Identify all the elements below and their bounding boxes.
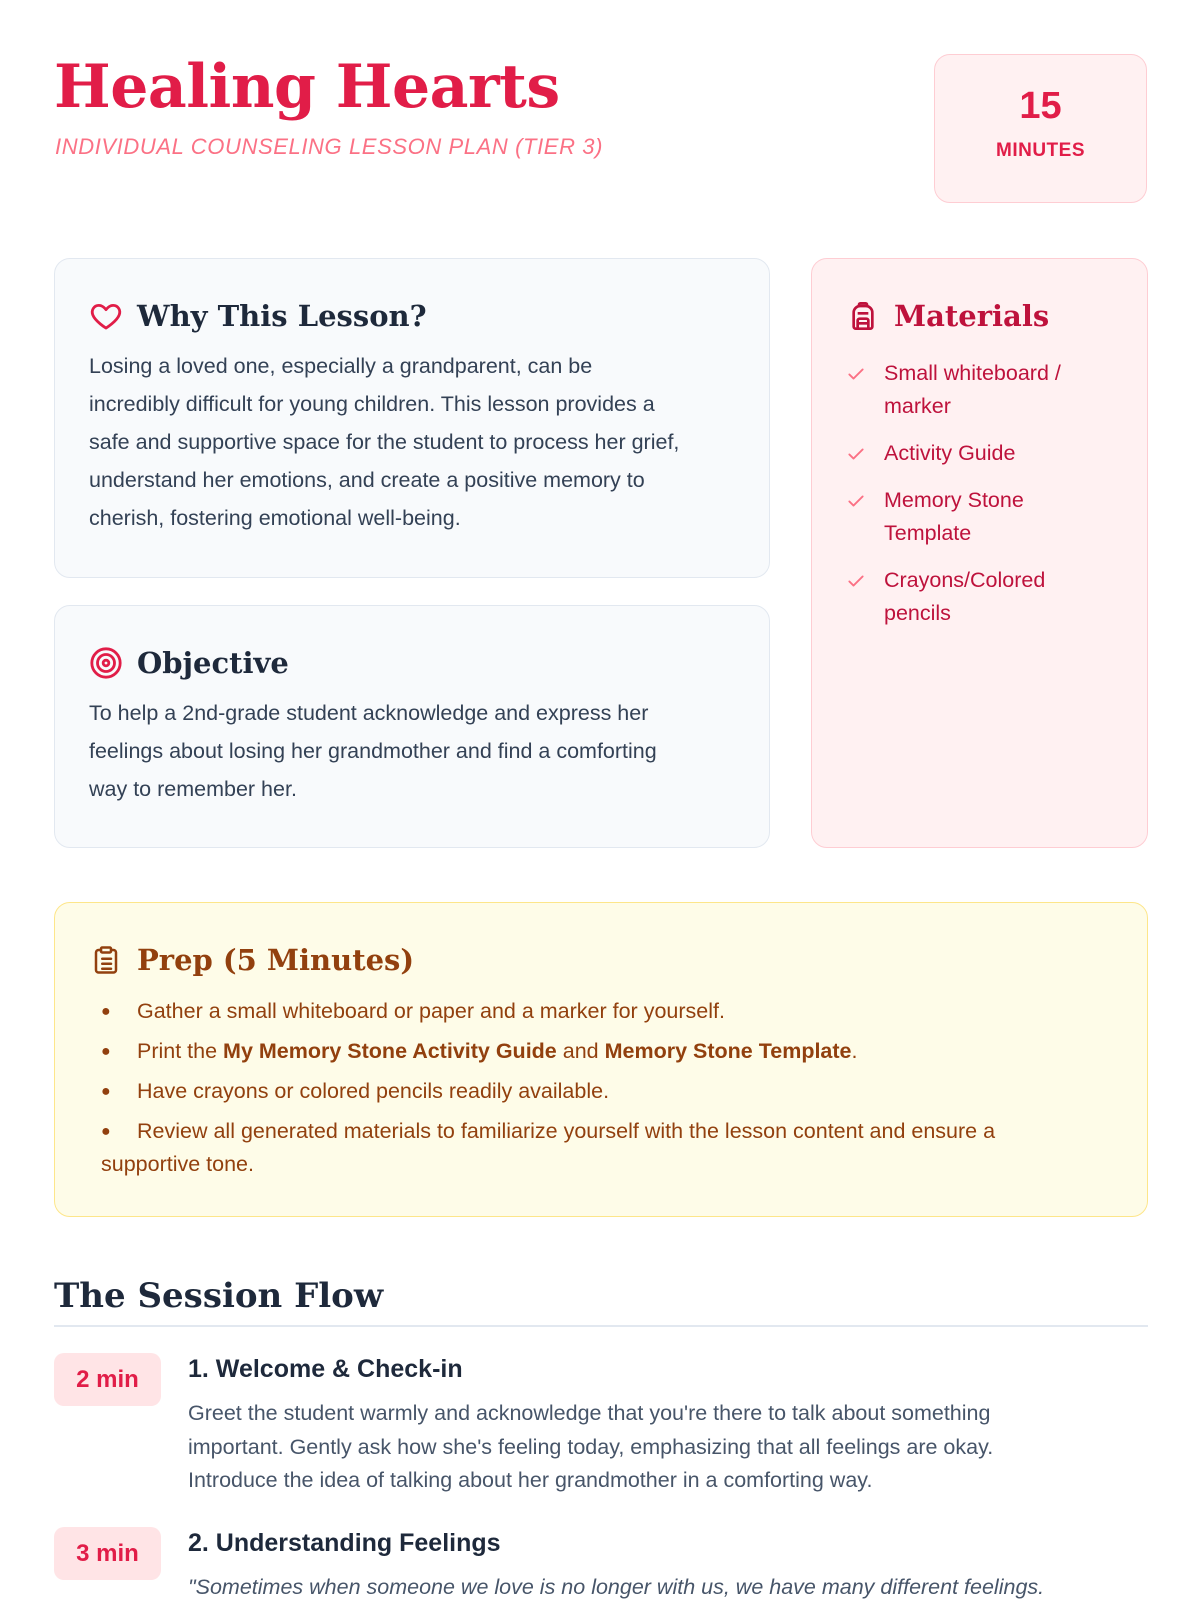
- prep-card: [54, 902, 1148, 1217]
- why-lesson-heading: Why This Lesson?: [89, 299, 427, 333]
- heart-icon: [89, 299, 123, 333]
- list-item: Small whiteboard / marker: [846, 357, 1136, 423]
- list-item: ● Review all generated materials to familiarize yourself with the lesson content and ensure a supportive tone.: [101, 1119, 996, 1176]
- list-item: Memory Stone Template: [846, 484, 1136, 550]
- step-description: "Sometimes when someone we love is no longer with us, we have many different feelings.: [188, 1575, 1045, 1599]
- duration-badge: [934, 54, 1147, 203]
- backpack-icon: [846, 299, 880, 333]
- duration-unit: MINUTES: [996, 140, 1085, 161]
- clipboard-icon: [89, 943, 123, 977]
- check-icon: [846, 357, 868, 390]
- list-item: Activity Guide: [846, 437, 1136, 470]
- check-icon: [846, 564, 868, 597]
- check-icon: [846, 437, 868, 470]
- step-title: 1. Welcome & Check-in: [188, 1355, 463, 1383]
- time-badge: 2 min: [54, 1353, 161, 1406]
- page-subtitle: INDIVIDUAL COUNSELING LESSON PLAN (TIER 3): [55, 134, 604, 159]
- prep-heading: Prep (5 Minutes): [89, 943, 414, 977]
- why-lesson-text: Losing a loved one, especially a grandparent, can be incredibly difficult for young children. This lesson provides a safe and supportive space for the student to process her grief, understand her emotions, and create a positive memory to cherish, fostering emotional well-being.: [89, 354, 680, 530]
- objective-heading: Objective: [89, 646, 289, 680]
- session-flow-heading: The Session Flow: [54, 1276, 384, 1316]
- materials-card: [811, 258, 1148, 848]
- page-title: Healing Hearts: [54, 52, 560, 122]
- objective-text: To help a 2nd-grade student acknowledge and express her feelings about losing her grandmother and find a comforting way to remember her.: [89, 701, 657, 801]
- list-item: ● Gather a small whiteboard or paper and a marker for yourself.: [101, 999, 725, 1023]
- objective-card: [54, 605, 770, 848]
- list-item: ● Print the My Memory Stone Activity Guide and Memory Stone Template.: [101, 1039, 858, 1063]
- materials-list: [846, 357, 1136, 644]
- target-icon: [89, 646, 123, 680]
- list-item: ● Have crayons or colored pencils readily available.: [101, 1079, 610, 1103]
- why-lesson-card: [54, 258, 770, 578]
- list-item: Crayons/Colored pencils: [846, 564, 1136, 630]
- materials-heading: Materials: [846, 299, 1049, 333]
- duration-value: 15: [1019, 85, 1062, 127]
- check-icon: [846, 484, 868, 517]
- step-description: Greet the student warmly and acknowledge that you're there to talk about something important. Gently ask how she's feeling today, emphasizing that all feelings are okay. Introduce the idea of talking about her grandmother in a comforting way.: [188, 1401, 994, 1492]
- prep-list: [101, 995, 1141, 1188]
- time-badge: 3 min: [54, 1527, 161, 1580]
- step-title: 2. Understanding Feelings: [188, 1529, 501, 1557]
- divider: [54, 1325, 1148, 1327]
